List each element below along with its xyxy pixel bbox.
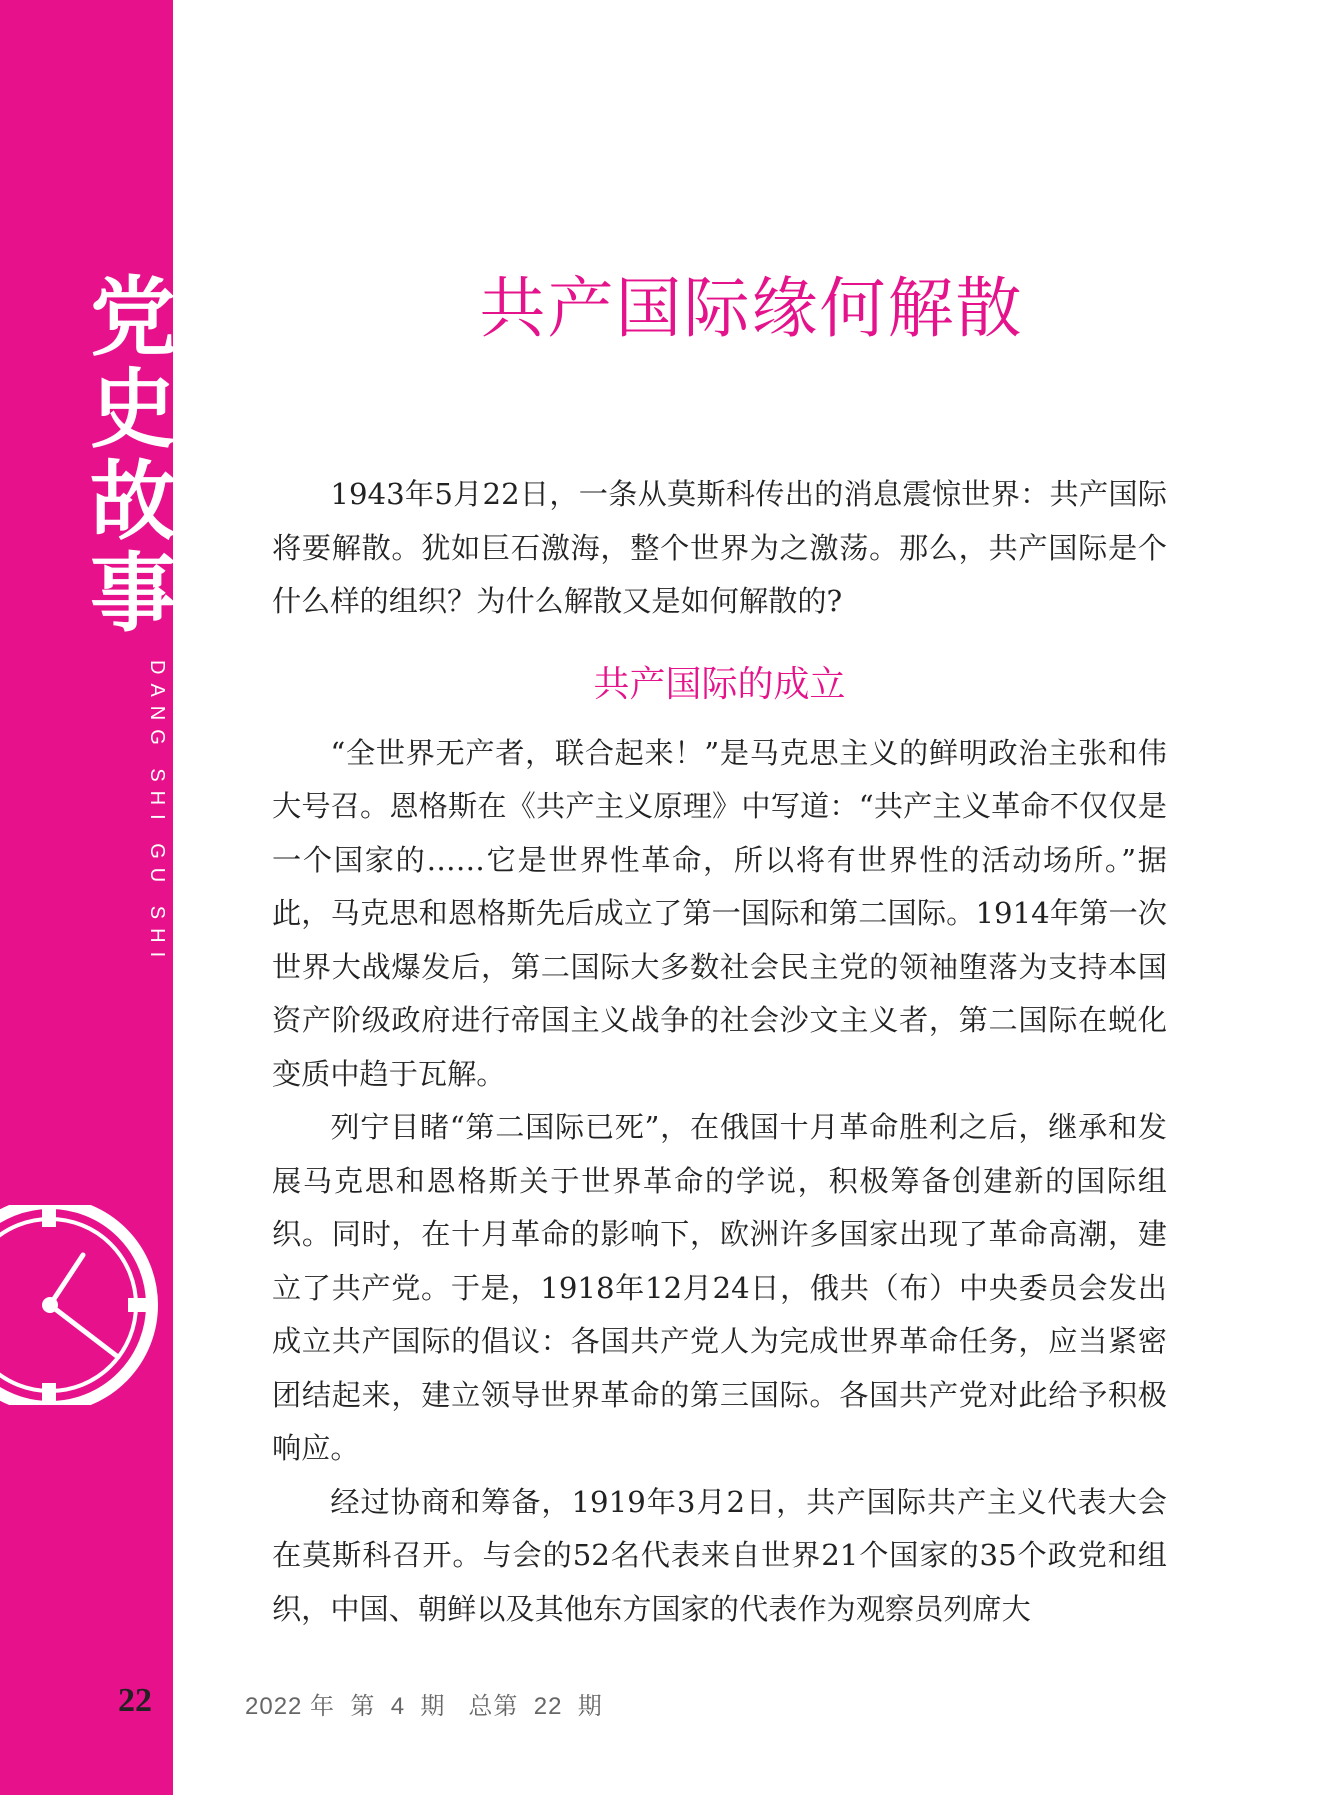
article-title: 共产国际缘何解散	[479, 270, 1024, 347]
body-paragraph: “全世界无产者，联合起来！”是马克思主义的鲜明政治主张和伟大号召。恩格斯在《共产主义原理》中写道：“共产主义革命不仅仅是一个国家的……它是世界性革命，所以将有世界性的活动场所。”据此，马克思和恩格斯先后成立了第一国际和第二国际。1914年第一次世界大战爆发后，第二国际大多数社会民主党的领袖堕落为支持本国资产阶级政府进行帝国主义战争的社会沙文主义者，第二国际在蜕化变质中趋于瓦解。	[272, 735, 1167, 1091]
page-number: 22	[118, 1682, 152, 1719]
section-char: 党	[90, 267, 176, 368]
intro-paragraph: 1943年5月22日，一条从莫斯科传出的消息震惊世界：共产国际将要解散。犹如巨石激海，整个世界为之激荡。那么，共产国际是个什么样的组织？为什么解散又是如何解散的?	[272, 477, 1167, 618]
section-char: 故	[90, 451, 176, 552]
section-heading: 共产国际的成立	[593, 663, 846, 705]
section-pinyin: DANG SHI GU SHI	[146, 660, 168, 967]
section-char: 史	[90, 359, 176, 460]
article-body	[272, 468, 1167, 1636]
section-char: 事	[90, 543, 176, 644]
issue-footer: 2022 年 第 4 期 总第 22 期	[245, 1693, 603, 1720]
section-title-vertical	[90, 267, 180, 644]
body-paragraph: 列宁目睹“第二国际已死”，在俄国十月革命胜利之后，继承和发展马克思和恩格斯关于世界革命的学说，积极筹备创建新的国际组织。同时，在十月革命的影响下，欧洲许多国家出现了革命高潮，建立了共产党。于是，1918年12月24日，俄共（布）中央委员会发出成立共产国际的倡议：各国共产党人为完成世界革命任务，应当紧密团结起来，建立领导世界革命的第三国际。各国共产党对此给予积极响应。	[272, 1110, 1167, 1465]
body-paragraph: 经过协商和筹备，1919年3月2日，共产国际共产主义代表大会在莫斯科召开。与会的52名代表来自世界21个国家的35个政党和组织，中国、朝鲜以及其他东方国家的代表作为观察员列席大	[272, 1484, 1167, 1626]
clock-icon	[0, 1205, 173, 1405]
